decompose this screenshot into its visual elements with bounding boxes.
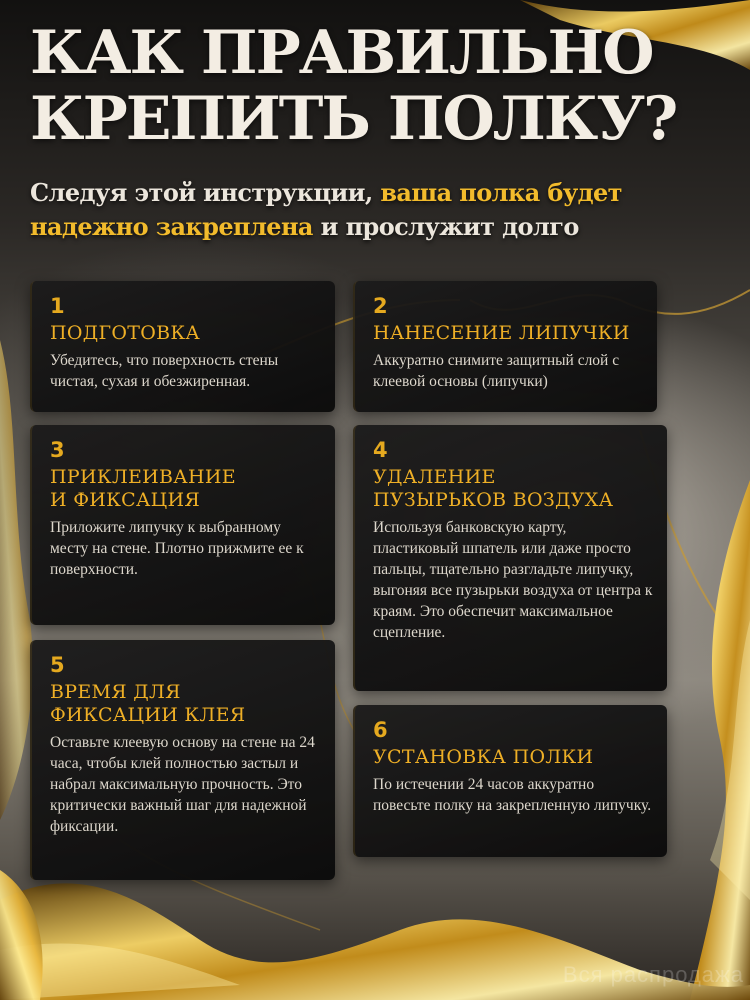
page-title: КАК ПРАВИЛЬНО КРЕПИТЬ ПОЛКУ? — [30, 18, 677, 154]
step-heading: ПРИКЛЕИВАНИЕ И ФИКСАЦИЯ — [50, 466, 236, 511]
step-heading: ВРЕМЯ ДЛЯ ФИКСАЦИИ КЛЕЯ — [50, 681, 246, 726]
subtitle-highlight: ваша полка будет надежно закреплена — [30, 178, 622, 241]
step-text: Убедитесь, что поверхность стены чистая, сухая и обезжиренная. — [50, 352, 279, 390]
step-card-5 — [30, 640, 335, 880]
watermark: Вся распродажа — [562, 962, 744, 987]
step-text: Используя банковскую карту, пластиковый шпатель или даже просто пальцы, тщательно разгладьте липучку, выгоняя все пузырьки воздуха от центра к краям. Это обеспечит максимальное сцепление. — [373, 519, 653, 641]
step-text: Аккуратно снимите защитный слой с клеевой основы (липучки) — [373, 352, 620, 390]
step-number: 6 — [373, 718, 388, 742]
subtitle — [30, 176, 730, 244]
step-number: 1 — [50, 294, 65, 318]
step-card-3 — [30, 425, 335, 625]
step-text: Приложите липучку к выбранному месту на стене. Плотно прижмите ее к поверхности. — [50, 519, 304, 578]
step-text: Оставьте клеевую основу на стене на 24 часа, чтобы клей полностью застыл и набрал максимальную прочность. Это критически важный шаг для надежной фиксации. — [50, 734, 315, 835]
step-number: 4 — [373, 438, 388, 462]
step-number: 3 — [50, 438, 65, 462]
step-number: 2 — [373, 294, 388, 318]
step-heading: УСТАНОВКА ПОЛКИ — [373, 746, 594, 768]
step-card-1 — [30, 281, 335, 412]
step-number: 5 — [50, 653, 65, 677]
step-heading: УДАЛЕНИЕ ПУЗЫРЬКОВ ВОЗДУХА — [373, 466, 614, 511]
step-text: По истечении 24 часов аккуратно повесьте полку на закрепленную липучку. — [373, 776, 652, 814]
step-heading: ПОДГОТОВКА — [50, 322, 201, 344]
subtitle-part: Следуя этой инструкции, — [30, 178, 381, 207]
step-heading: НАНЕСЕНИЕ ЛИПУЧКИ — [373, 322, 630, 344]
step-card-4 — [353, 425, 667, 691]
step-card-2 — [353, 281, 657, 412]
step-card-6 — [353, 705, 667, 857]
subtitle-part: и прослужит долго — [312, 212, 579, 241]
